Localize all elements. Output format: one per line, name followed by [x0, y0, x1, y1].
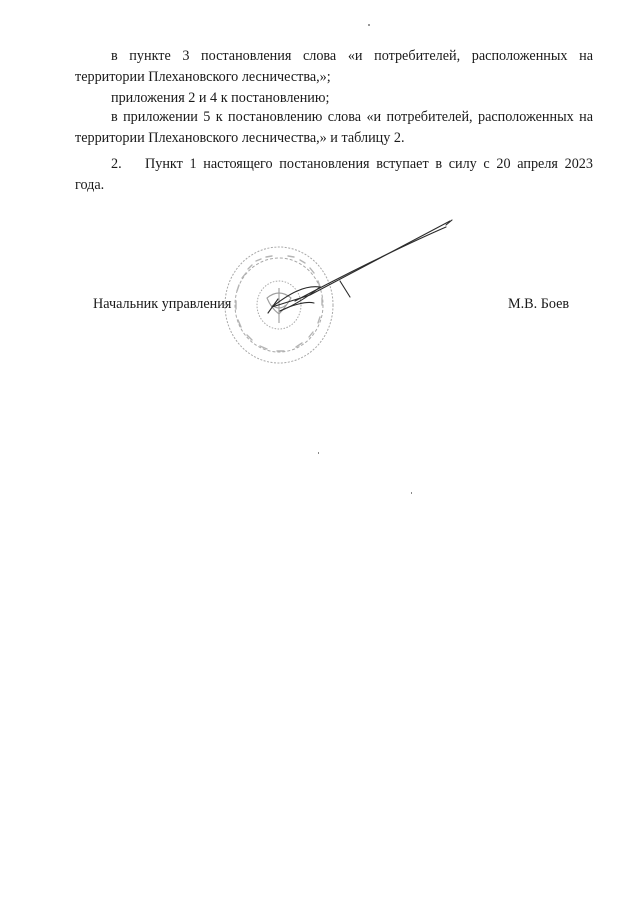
paragraph-2: приложения 2 и 4 к постановлению;: [111, 90, 330, 106]
item-text: Пункт 1 настоящего постановления вступает в силу с 20 апреля 2023 года.: [75, 156, 593, 193]
scan-speck: [411, 492, 412, 494]
paragraph-1: в пункте 3 постановления слова «и потребителей, расположенных на территории Плехановского лесничества,»;: [75, 48, 593, 85]
scan-speck: [318, 452, 319, 454]
paragraph-3: в приложении 5 к постановлению слова «и потребителей, расположенных на территории Плехановского лесничества,» и таблицу 2.: [75, 109, 593, 146]
handwritten-signature: [250, 215, 460, 335]
numbered-item-2: [75, 154, 593, 196]
signatory-position: Начальник управления: [93, 296, 232, 312]
scan-speck: [368, 24, 370, 26]
item-number: 2.: [111, 156, 122, 172]
signatory-name: М.В. Боев: [508, 296, 570, 312]
